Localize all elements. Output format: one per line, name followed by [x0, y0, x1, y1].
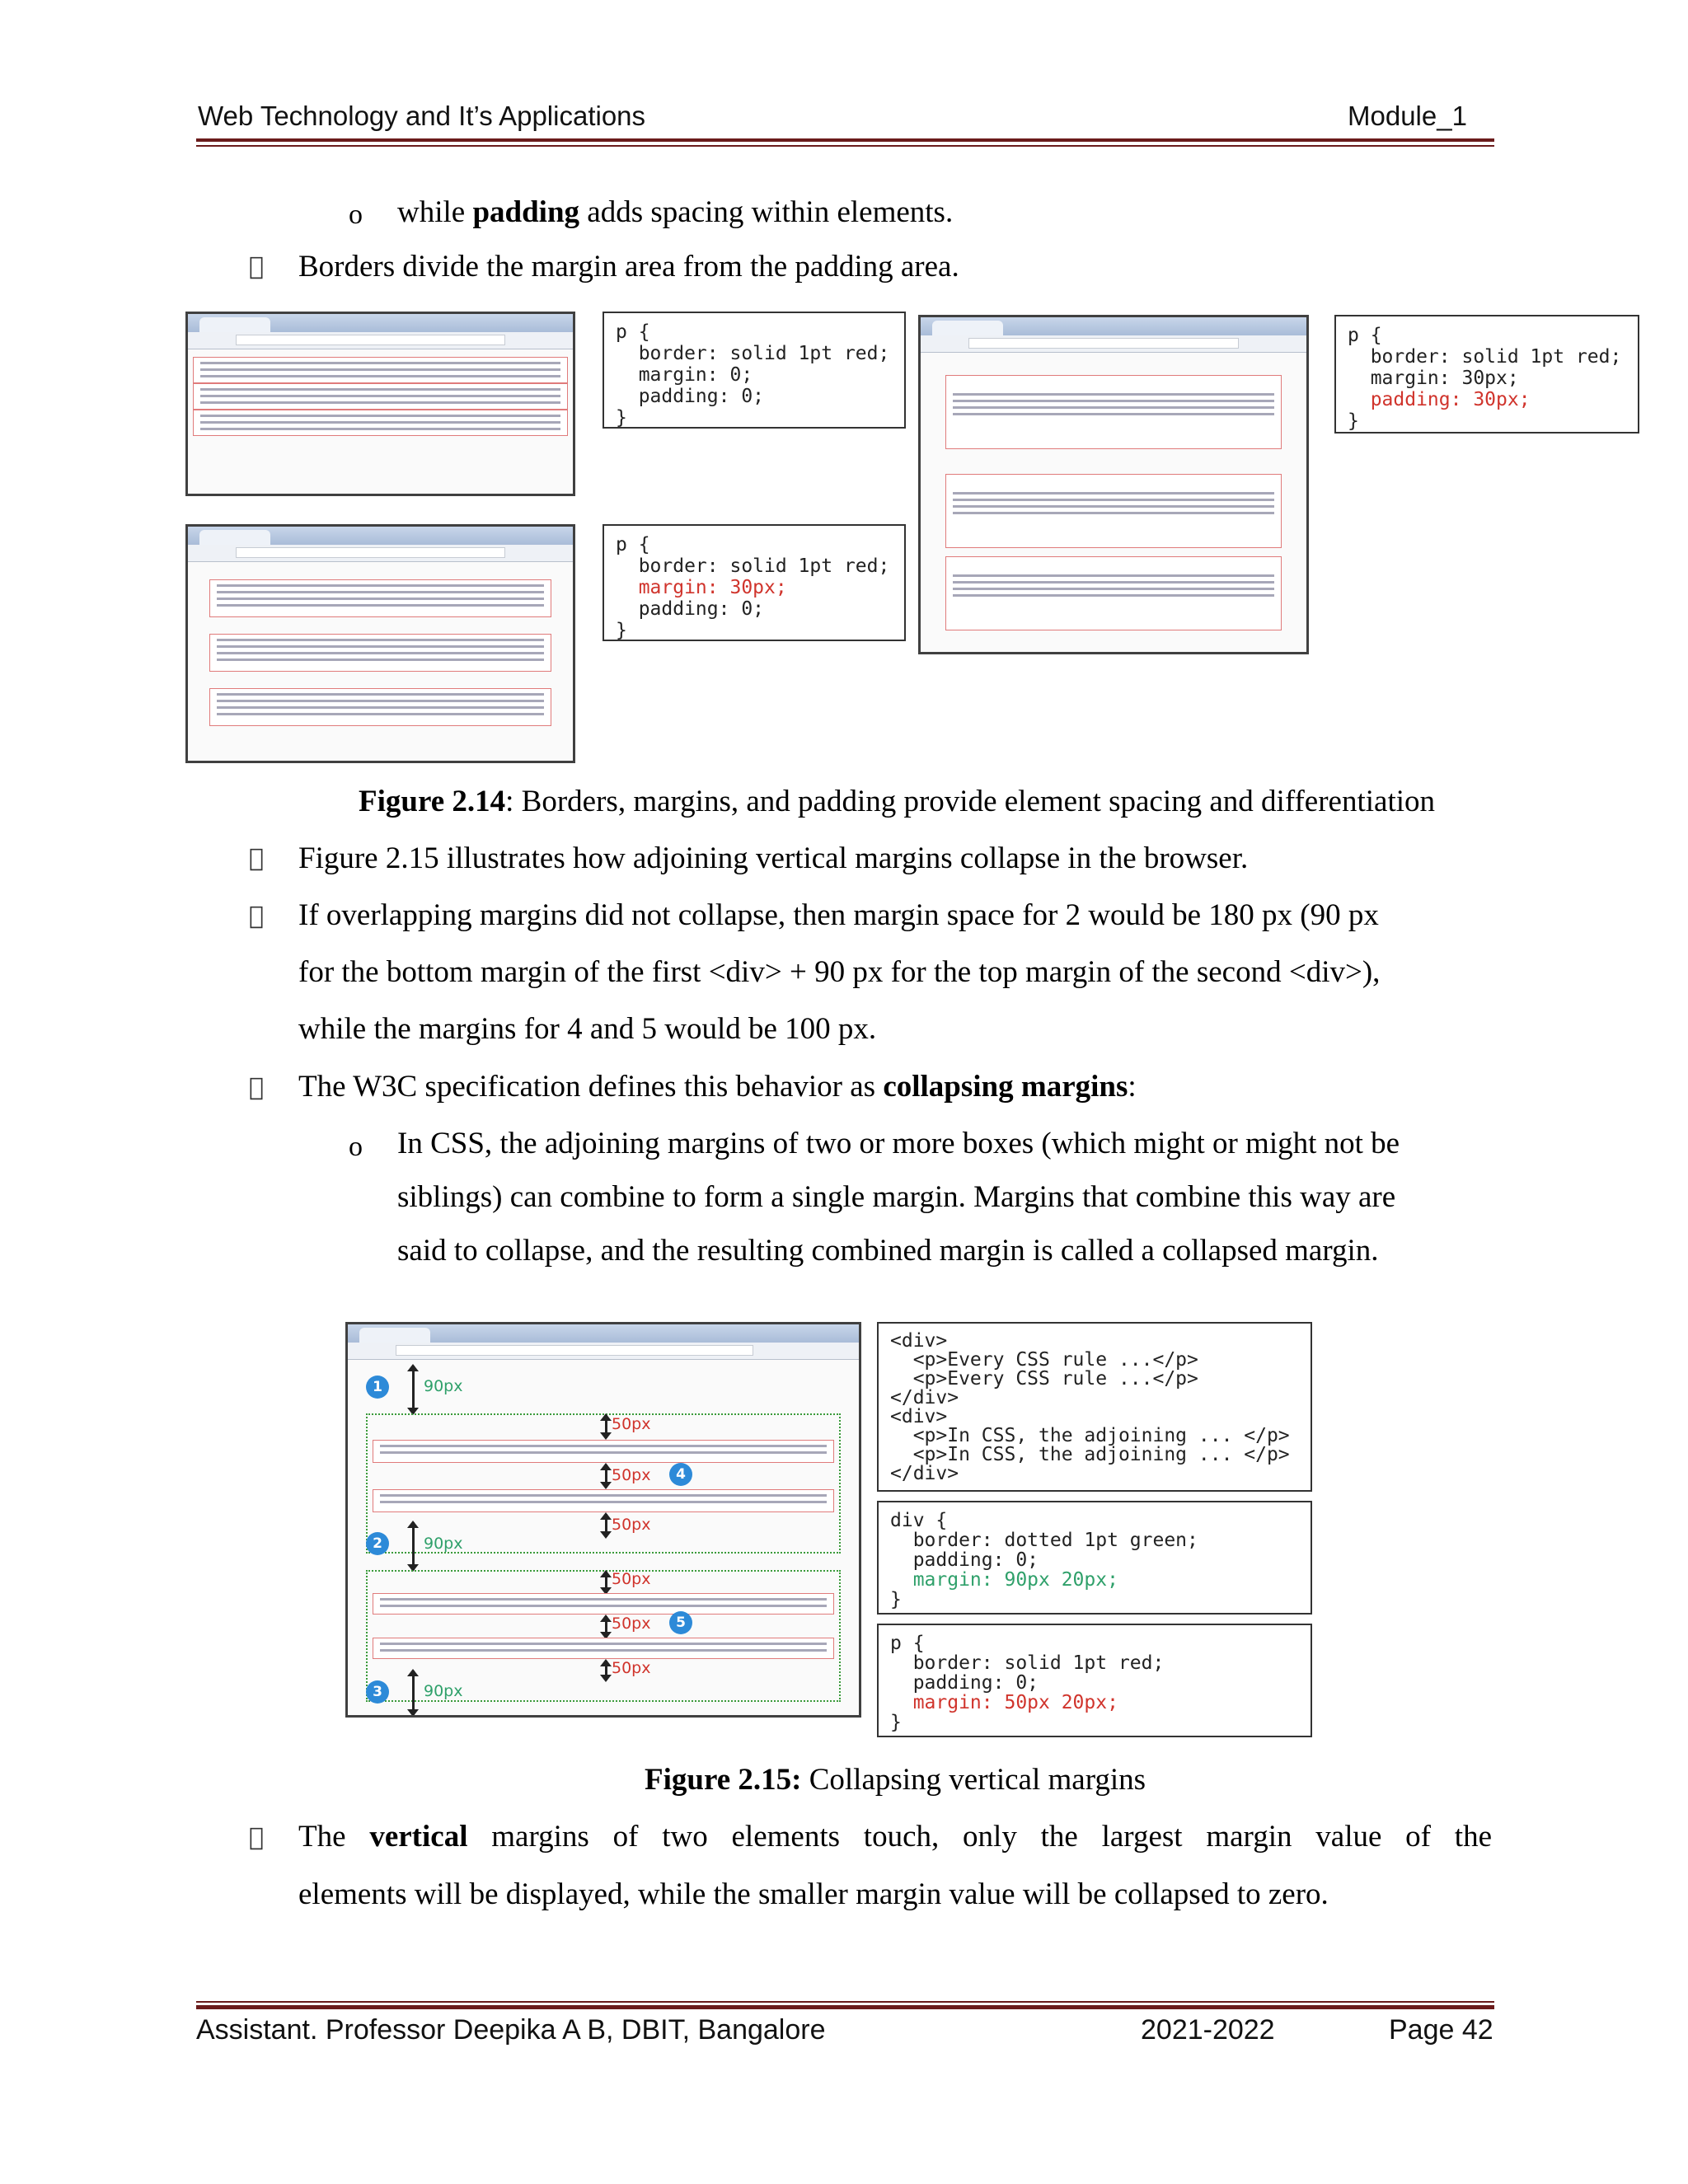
footer-rule-thin: [196, 2001, 1494, 2003]
paragraph-box: [373, 1489, 834, 1512]
margin-label-50: 50px: [612, 1570, 651, 1588]
header-title: Web Technology and It’s Applications: [198, 101, 646, 131]
margin-arrow-2: [412, 1522, 415, 1570]
margin-label-50: 50px: [612, 1615, 651, 1633]
bullet-fig-2-15: Figure 2.15 illustrates how adjoining vertical margins collapse in the browser.: [298, 841, 1249, 875]
marker-4: 4: [669, 1463, 692, 1486]
footer-page: Page 42: [1389, 2014, 1493, 2046]
margin-arrow-p: [605, 1514, 607, 1537]
sub-bullet-marker: o: [349, 199, 363, 230]
footer-year: 2021-2022: [1141, 2014, 1275, 2046]
margin-label-50: 50px: [612, 1516, 651, 1534]
browser-screenshot-collapsing-margins: [345, 1322, 861, 1718]
browser-screenshot-margin-0: [185, 312, 575, 496]
w3c-quote-l1: In CSS, the adjoining margins of two or more boxes (which might or might not be: [397, 1127, 1400, 1160]
margin-label-90: 90px: [424, 1682, 463, 1700]
bullet-icon: [249, 844, 264, 873]
bullet-overlap-l2: for the bottom margin of the first <div> + 90 px for the top margin of the second <div>),: [298, 955, 1381, 989]
header-rule: [196, 138, 1494, 142]
footer-author: Assistant. Professor Deepika A B, DBIT, Bangalore: [196, 2014, 826, 2046]
bullet-borders: Borders divide the margin area from the padding area.: [298, 250, 959, 284]
bullet-icon: [249, 1823, 264, 1852]
margin-label-50: 50px: [612, 1659, 651, 1677]
margin-arrow-p: [605, 1661, 607, 1680]
bullet-vertical-l2: elements will be displayed, while the smaller margin value will be collapsed to zero.: [298, 1877, 1329, 1911]
margin-arrow-p: [605, 1572, 607, 1593]
figure-2-15-caption: Figure 2.15: Collapsing vertical margins: [645, 1763, 1146, 1797]
margin-arrow-p: [605, 1415, 607, 1438]
margin-arrow-p: [605, 1616, 607, 1638]
margin-label-90: 90px: [424, 1535, 463, 1553]
header-module: Module_1: [1348, 101, 1467, 131]
footer-rule: [196, 2005, 1494, 2009]
sub-bullet-marker: o: [349, 1132, 363, 1162]
paragraph-box: [373, 1440, 834, 1463]
bullet-icon: [249, 1073, 264, 1102]
marker-1: 1: [366, 1376, 389, 1399]
margin-label-50: 50px: [612, 1415, 651, 1433]
w3c-quote-l2: siblings) can combine to form a single margin. Margins that combine this way are: [397, 1180, 1396, 1214]
bullet-icon: [249, 902, 264, 930]
padding-line: while padding adds spacing within elements.: [397, 195, 954, 229]
bullet-w3c: The W3C specification defines this behavior as collapsing margins:: [298, 1070, 1137, 1104]
code-margin-0: p { border: solid 1pt red; margin: 0; padding: 0; }: [603, 312, 906, 429]
browser-screenshot-margin-30: [185, 524, 575, 763]
margin-arrow-1: [412, 1366, 415, 1413]
paragraph-box: [373, 1593, 834, 1615]
code-margin-30: p { border: solid 1pt red; margin: 30px; padding: 0; }: [603, 524, 906, 641]
w3c-quote-l3: said to collapse, and the resulting combined margin is called a collapsed margin.: [397, 1234, 1379, 1268]
margin-label-50: 50px: [612, 1466, 651, 1484]
browser-screenshot-padding-30: [918, 315, 1309, 654]
marker-3: 3: [366, 1680, 389, 1704]
bullet-vertical-l1: The vertical margins of two elements touch, only the largest margin value of the: [298, 1820, 1492, 1854]
code-html-markup: <div> <p>Every CSS rule ...</p> <p>Every CSS rule ...</p> </div> <div> <p>In CSS, the adjoining ... </p> <p>In CSS, the adjoining ... </p> </div>: [877, 1322, 1312, 1492]
bullet-overlap-l1: If overlapping margins did not collapse, then margin space for 2 would be 180 px (90 px: [298, 898, 1379, 932]
header-rule-thin: [196, 145, 1494, 147]
code-div-css: div { border: dotted 1pt green; padding: 0; margin: 90px 20px; }: [877, 1501, 1312, 1615]
margin-label-90: 90px: [424, 1377, 463, 1395]
marker-2: 2: [366, 1532, 389, 1555]
code-padding-30: p { border: solid 1pt red; margin: 30px; padding: 30px; }: [1334, 315, 1639, 434]
bullet-icon: [249, 252, 264, 281]
bullet-overlap-l3: while the margins for 4 and 5 would be 100 px.: [298, 1012, 877, 1046]
margin-arrow-p: [605, 1465, 607, 1488]
paragraph-box: [373, 1638, 834, 1659]
code-p-css: p { border: solid 1pt red; padding: 0; margin: 50px 20px; }: [877, 1624, 1312, 1737]
margin-arrow-3: [412, 1671, 415, 1715]
marker-5: 5: [669, 1611, 692, 1634]
figure-2-14-caption: Figure 2.14: Borders, margins, and padding provide element spacing and differentiation: [359, 785, 1436, 818]
